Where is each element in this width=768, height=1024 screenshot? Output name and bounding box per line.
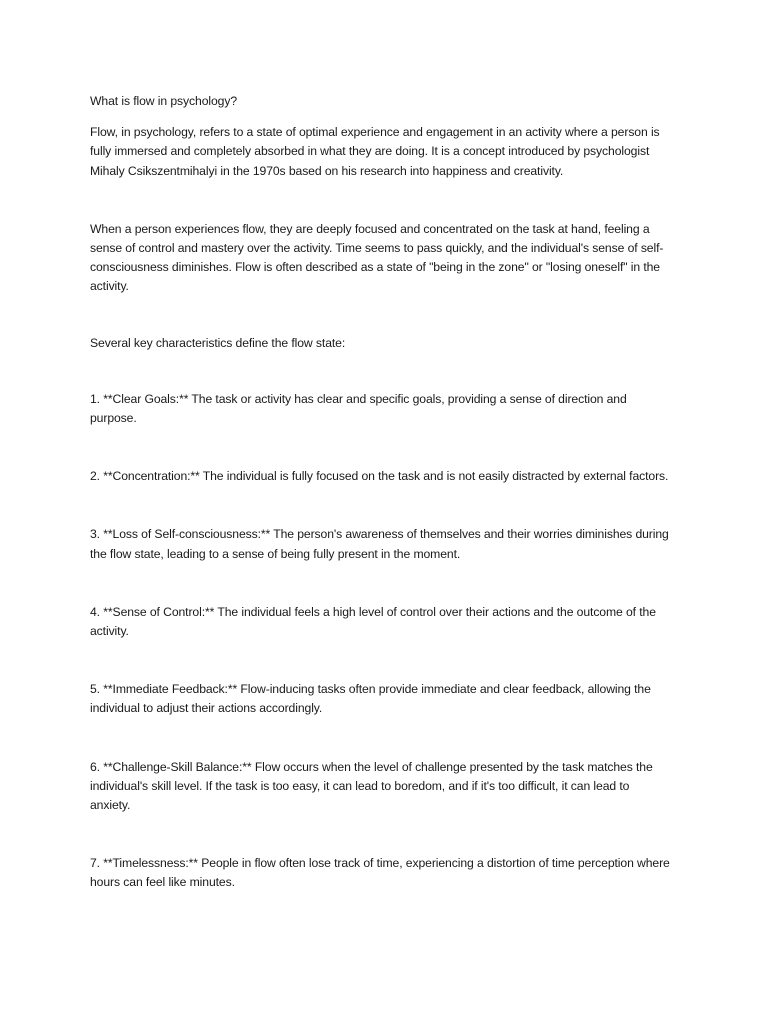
list-item-immediate-feedback: 5. **Immediate Feedback:** Flow-inducing tasks often provide immediate and clear feedback, allowing the individual to adjust their actions accordingly. (90, 682, 651, 716)
list-item-sense-of-control: 4. **Sense of Control:** The individual feels a high level of control over their actions and the outcome of the activity. (90, 604, 656, 639)
list-item-clear-goals: 1. **Clear Goals:** The task or activity has clear and specific goals, providing a sense of direction and purpose. (90, 391, 627, 426)
intro-paragraph: Flow, in psychology, refers to a state of optimal experience and engagement in an activity where a person is fully immersed and completely absorbed in what they are doing. It is a concept introduced by psychologist Mihaly Csikszentmihalyi in the 1970s based on his research into happiness and creativity. (90, 125, 660, 178)
list-item-timelessness: 7. **Timelessness:** People in flow often lose track of time, experiencing a distortion of time perception where hours can feel like minutes. (90, 856, 670, 890)
list-item-concentration: 2. **Concentration:** The individual is fully focused on the task and is not easily distracted by external factors. (90, 469, 669, 484)
list-item-loss-of-self-consciousness: 3. **Loss of Self-consciousness:** The person's awareness of themselves and their worries diminishes during the flow state, leading to a sense of being fully present in the moment. (90, 527, 669, 561)
flow-experience-paragraph: When a person experiences flow, they are deeply focused and concentrated on the task at hand, feeling a sense of control and mastery over the activity. Time seems to pass quickly, and the individual's sense of self-consciousness diminishes. Flow is often described as a state of "being in the zone" or "losing oneself" in the activity. (90, 221, 664, 294)
list-item-challenge-skill-balance: 6. **Challenge-Skill Balance:** Flow occurs when the level of challenge presented by the task matches the individual's skill level. If the task is too easy, it can lead to boredom, and if it's too difficult, it can lead to anxiety. (90, 759, 653, 813)
page-title: What is flow in psychology? (90, 94, 238, 108)
characteristics-intro: Several key characteristics define the flow state: (90, 335, 346, 350)
document-body (90, 92, 670, 932)
